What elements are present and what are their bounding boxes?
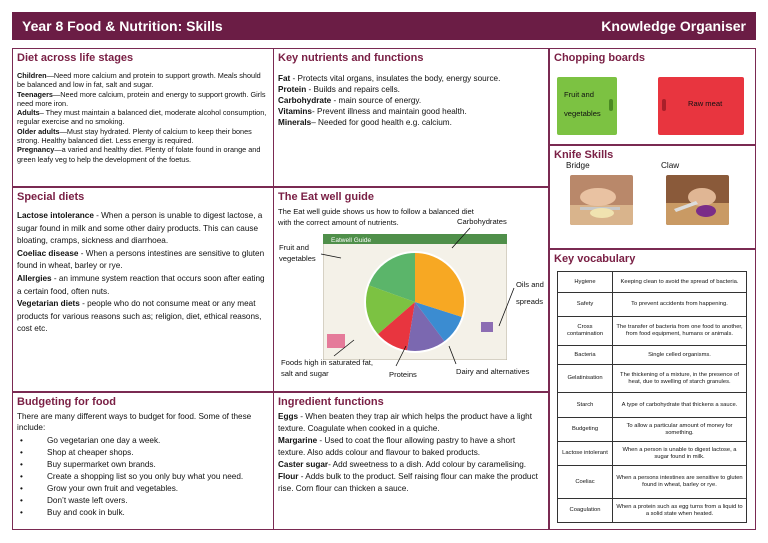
eatwell-intro: The Eat well guide shows us how to follow a balanced diet with the correct amount of nutrients. [278, 207, 474, 227]
nutrient-item: Fat - Protects vital organs, insulates the body, energy source. [278, 74, 501, 83]
vocab-row: Safety To prevent accidents from happening. [558, 293, 747, 317]
chopping-boards-title: Chopping boards [554, 52, 646, 64]
eatwell-arrow [449, 346, 456, 364]
list-item: • Shop at cheaper shops. [17, 447, 269, 459]
special-diets-text [13, 204, 273, 338]
ingredient-item: Margarine - Used to coat the flour allowing pastry to have a short texture. Also adds colour and flavour to baked products. [278, 436, 516, 457]
red-board-label: Raw meat [688, 99, 723, 108]
life-stage-item: Older adults—Must stay hydrated. Plenty of calcium to keep their bones strong. Healthy balanced diet. Less energy is required. [17, 126, 252, 146]
budgeting-intro: There are many different ways to budget for food. Some of these include: [17, 412, 252, 432]
ingredient-functions-panel [273, 392, 549, 530]
label-proteins: Proteins [389, 370, 417, 379]
green-chopping-board [557, 77, 617, 135]
vocab-row: Coeliac When a persons intestines are sensitive to gluten found in wheat, barley or rye. [558, 466, 747, 499]
list-item: • Don’t waste left overs. [17, 495, 269, 507]
nutrient-item: Carbohydrate - main source of energy. [278, 96, 422, 105]
key-vocabulary-title: Key vocabulary [554, 253, 636, 265]
list-item: • Grow your own fruit and vegetables. [17, 483, 269, 495]
eatwell-arrow [499, 288, 514, 326]
special-diet-item: Coeliac disease - When a persons intestines are sensitive to gluten found in wheat, barley or rye. [17, 248, 265, 271]
special-diets-panel [12, 187, 274, 392]
red-chopping-board [658, 77, 744, 135]
label-fruit-vegetables: Fruit and vegetables [279, 243, 316, 263]
green-board-label: Fruit and vegetables [564, 90, 601, 118]
ingredient-functions-title: Ingredient functions [278, 396, 384, 408]
vocab-row: Bacteria Single celled organisms. [558, 346, 747, 365]
budgeting-panel [12, 392, 274, 530]
list-item: • Buy and cook in bulk. [17, 507, 269, 519]
special-diet-item: Allergies - an immune system reaction that occurs soon after eating a certain food, often nuts. [17, 273, 265, 296]
vocab-row: Hygiene Keeping clean to avoid the spread of bacteria. [558, 272, 747, 293]
list-item: • Create a shopping list so you only buy what you need. [17, 471, 269, 483]
nutrients-panel [273, 48, 549, 187]
label-foods-high: Foods high in saturated fat, salt and sugar [281, 358, 374, 378]
label-carbohydrates: Carbohydrates [457, 217, 507, 226]
label-dairy: Dairy and alternatives [456, 367, 530, 376]
claw-technique-photo [666, 175, 729, 225]
life-stages-title: Diet across life stages [17, 52, 134, 64]
special-diet-item: Lactose intolerance - When a person is unable to digest lactose, a sugar found in milk and some other dairy products. This can cause bloating, cramps, sickness and diarrhoea. [17, 211, 263, 246]
list-item: • Go vegetarian one day a week. [17, 435, 269, 447]
vocab-row: Coagulation When a protein such as egg turns from a liquid to a solid state when heated. [558, 499, 747, 523]
vocabulary-table [557, 271, 747, 523]
list-item: • Buy supermarket own brands. [17, 459, 269, 471]
ingredient-item: Eggs - When beaten they trap air which helps the product have a light texture. Coagulate when cooked in a quiche. [278, 412, 532, 433]
knife-skills-title: Knife Skills [554, 149, 614, 161]
eatwell-arrow [334, 340, 354, 356]
vocab-row: Cross contamination The transfer of bacteria from one food to another, from food equipment, humans or animals. [558, 317, 747, 346]
eatwell-arrow [396, 346, 406, 366]
life-stage-item: Pregnancy—a varied and healthy diet. Plenty of folate found in orange and green leafy veg to help the development of the foetus. [17, 145, 261, 164]
eatwell-title: The Eat well guide [278, 191, 374, 203]
page-subtitle: Knowledge Organiser [601, 18, 746, 34]
vocab-row: Lactose intolerant When a person is unable to digest lactose, a sugar found in milk. [558, 442, 747, 466]
ingredient-functions-text [274, 409, 548, 497]
eatwell-arrow [321, 254, 341, 258]
special-diets-title: Special diets [17, 191, 85, 203]
life-stage-item: Children—Need more calcium and protein to support growth. Meals should be balanced and low in fat, salt and sugar. [17, 71, 261, 90]
bridge-label: Bridge [566, 161, 590, 170]
nutrient-item: Protein - Builds and repairs cells. [278, 85, 400, 94]
life-stages-panel [12, 48, 274, 187]
page-title: Year 8 Food & Nutrition: Skills [22, 18, 223, 34]
life-stages-text [13, 65, 273, 166]
vocab-row: Starch A type of carbohydrate that thickens a sauce. [558, 393, 747, 418]
nutrients-text [274, 65, 548, 130]
claw-label: Claw [661, 161, 680, 170]
page-header [12, 12, 756, 40]
eatwell-arrows [274, 188, 549, 392]
vocab-row: Budgeting To allow a particular amount of money for something. [558, 418, 747, 442]
nutrient-item: Vitamins- Prevent illness and maintain good health. [278, 107, 467, 116]
nutrient-item: Minerals– Needed for good health e.g. calcium. [278, 118, 452, 127]
ingredient-item: Flour - Adds bulk to the product. Self raising flour can make the product rise. Corn flour can thicken a sauce. [278, 472, 538, 493]
board-handle-hole [662, 99, 666, 111]
life-stage-item: Adults– They must maintain a balanced diet, moderate alcohol consumption, regular exercise and no smoking. [17, 108, 267, 127]
nutrients-title: Key nutrients and functions [278, 52, 424, 64]
budgeting-list [13, 435, 273, 521]
special-diet-item: Vegetarian diets - people who do not consume meat or any meat products for various reasons such as; religion, diet, ethical reasons, cost etc. [17, 299, 262, 334]
eatwell-plate-title: Eatwell Guide [331, 237, 372, 244]
budgeting-title: Budgeting for food [17, 396, 116, 408]
ingredient-item: Caster sugar- Add sweetness to a dish. Add colour by caramelising. [278, 460, 527, 469]
label-oils-spreads: Oils and spreads [516, 280, 544, 306]
vocab-row: Gelatinisation The thickening of a mixture, in the presence of heat, due to swelling of starch granules. [558, 365, 747, 393]
life-stage-item: Teenagers—Need more calcium, protein and energy to support growth. Girls need more iron. [17, 89, 266, 108]
board-handle-hole [609, 99, 613, 111]
eatwell-arrow [452, 228, 470, 248]
bridge-technique-photo [570, 175, 633, 225]
